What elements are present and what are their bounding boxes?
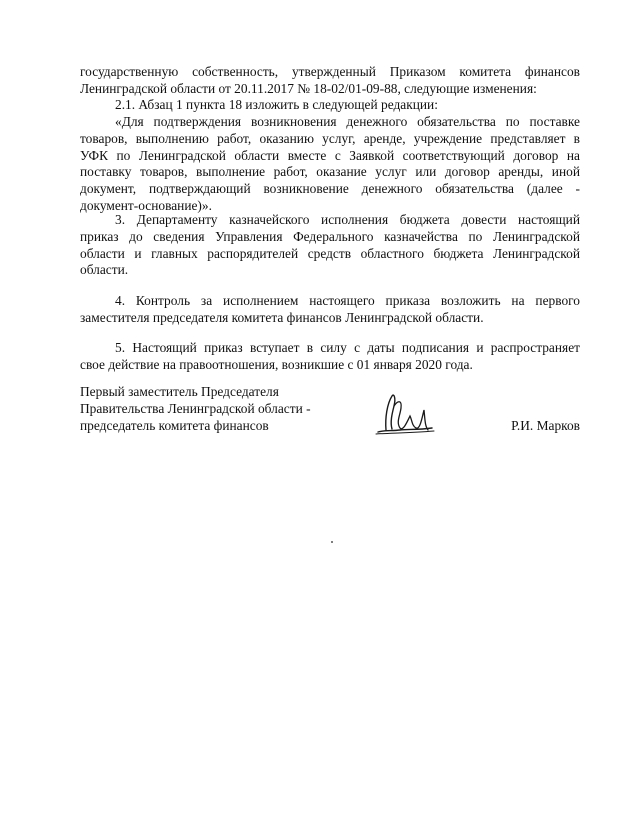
signatory-title-line-3: председатель комитета финансов [80, 417, 269, 433]
quote-line-3: УФК по Ленинградской области вместе с Заявкой соответствующий договор на [80, 147, 580, 163]
quote-line-1: «Для подтверждения возникновения денежного обязательства по поставке [115, 114, 580, 129]
signatory-title [80, 384, 340, 434]
clause-3-line-4: области. [80, 262, 129, 278]
quote-line-5: документ, подтверждающий возникновение денежного обязательства (далее - [80, 181, 580, 197]
clause-3-line-1: 3. Департаменту казначейского исполнения бюджета довести настоящий [115, 212, 580, 227]
clause-5-line-2: свое действие на правоотношения, возникшие с 01 января 2020 года. [80, 356, 473, 372]
signatory-title-line-2: Правительства Ленинградской области - [80, 400, 311, 416]
quoted-text [80, 114, 580, 215]
quote-line-6: документ-основание)». [80, 197, 212, 213]
quote-line-4: поставку товаров, выполнение работ, оказание услуг или договор аренды, иной [80, 164, 580, 180]
clause-5 [80, 340, 580, 374]
quote-line-2: товаров, выполнению работ, оказанию услуг, аренде, учреждение представляет в [80, 130, 580, 146]
intro-line-1: государственную собственность, утвержденный Приказом комитета финансов [80, 64, 580, 79]
clause-3-line-3: области и главных распорядителей средств областного бюджета Ленинградской [80, 245, 580, 261]
intro-line-2: Ленинградской области от 20.11.2017 № 18-02/01-09-88, следующие изменения: [80, 80, 537, 96]
scan-speck [331, 541, 333, 543]
signatory-title-line-1: Первый заместитель Председателя [80, 384, 279, 399]
handwritten-signature [370, 390, 440, 440]
intro-paragraph [80, 64, 580, 98]
clause-3-line-2: приказ до сведения Управления Федерального казначейства по Ленинградской [80, 228, 580, 244]
clause-2-1-line-1: 2.1. Абзац 1 пункта 18 изложить в следующей редакции: [115, 97, 438, 112]
signatory-name: Р.И. Марков [511, 418, 580, 433]
clause-2-1 [80, 97, 580, 114]
clause-4-line-2: заместителя председателя комитета финансов Ленинградской области. [80, 309, 484, 325]
clause-4-line-1: 4. Контроль за исполнением настоящего приказа возложить на первого [115, 293, 580, 308]
clause-5-line-1: 5. Настоящий приказ вступает в силу с даты подписания и распространяет [115, 340, 580, 355]
clause-4 [80, 293, 580, 327]
clause-3 [80, 212, 580, 279]
